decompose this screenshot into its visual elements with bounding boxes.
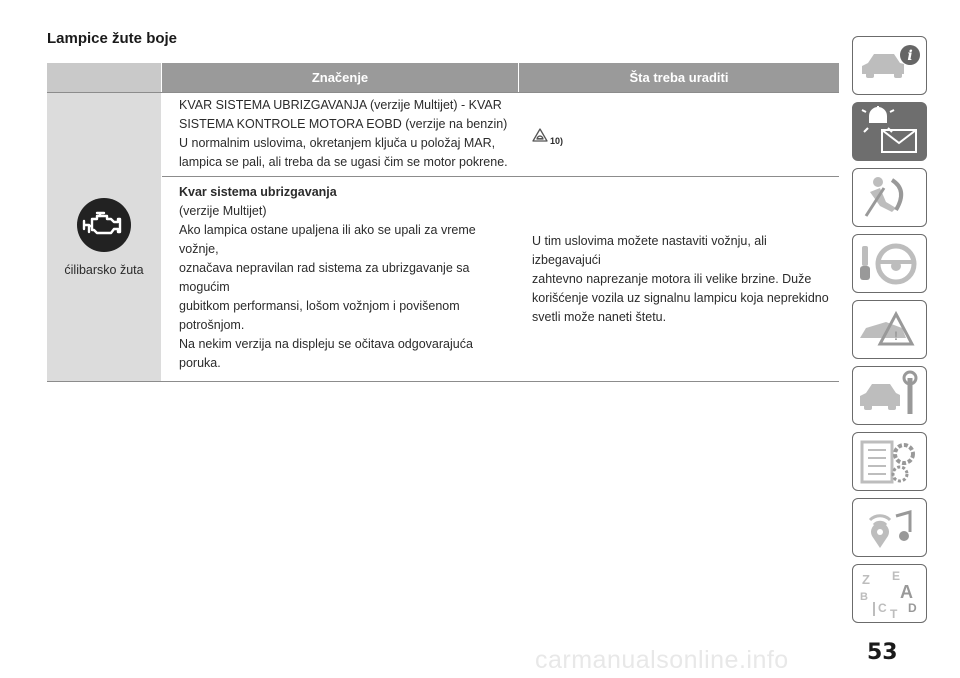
car-maintenance-icon (856, 370, 924, 422)
warning-lights-icon (856, 106, 924, 158)
multimedia-icon (856, 502, 924, 554)
index-letter: T (889, 606, 897, 620)
action-line: svetli može naneti štetu. (532, 309, 667, 324)
meaning-line: SISTEMA KONTROLE MOTORA EOBD (verzije na benzin) (179, 117, 508, 131)
tab-warning-lights[interactable] (852, 102, 927, 161)
page-title: Lampice žute boje (47, 30, 178, 47)
tab-specs[interactable] (852, 432, 927, 491)
svg-text:i: i (906, 47, 913, 64)
steering-wheel-key-icon (856, 238, 924, 290)
tab-emergency[interactable] (852, 300, 927, 359)
indicator-cell (47, 93, 162, 381)
index-letter: B (859, 590, 868, 603)
table-body (47, 93, 839, 382)
action-line: korišćenje vozila uz signalnu lampicu koja neprekidno (532, 290, 829, 305)
meaning-title: Kvar sistema ubrizgavanja (179, 185, 337, 199)
watermark: carmanualsonline.info (535, 646, 789, 674)
meaning-line: KVAR SISTEMA UBRIZGAVANJA (verzije Multijet) - KVAR (179, 98, 502, 112)
page-number: 53 (867, 640, 898, 665)
index-letter: A (899, 581, 913, 602)
indicator-color-label: ćilibarsko žuta (64, 263, 144, 277)
svg-text:!: ! (893, 328, 898, 343)
table-row (162, 176, 839, 381)
tab-index[interactable] (852, 564, 927, 623)
action-cell (518, 93, 838, 176)
action-line: zahtevno naprezanje motora ili velike brzine. Duže (532, 271, 812, 286)
meaning-line: Na nekim verzija na displeju se očitava odgovarajuća poruka. (179, 337, 473, 370)
specs-gear-icon (856, 436, 924, 488)
action-line: U tim uslovima možete nastaviti vožnju, ali izbegavajući (532, 233, 767, 267)
chapter-sidebar (852, 36, 927, 630)
action-cell (518, 177, 838, 381)
index-letters-icon (856, 568, 924, 620)
meaning-line: U normalnim uslovima, okretanjem ključa u položaj MAR, (179, 136, 496, 150)
tab-car-info[interactable] (852, 36, 927, 95)
header-meaning: Značenje (162, 63, 518, 92)
meaning-line: (verzije Multijet) (179, 204, 267, 218)
meaning-line: lampica se pali, ali treba da se ugasi čim se motor pokrene. (179, 155, 508, 169)
airbag-safety-icon (856, 172, 924, 224)
emergency-crash-icon (856, 304, 924, 356)
note-reference: 10) (550, 136, 564, 146)
index-letter: D (907, 600, 917, 615)
tab-multimedia[interactable] (852, 498, 927, 557)
index-letter: E (891, 568, 900, 583)
header-blank-cell (47, 63, 161, 92)
meaning-cell (162, 177, 518, 381)
index-letter: Z (861, 571, 870, 587)
engine-check-icon (76, 197, 132, 253)
tab-steering-key[interactable] (852, 234, 927, 293)
meaning-line: označava nepravilan rad sistema za ubrizgavanje sa mogućim (179, 261, 470, 294)
car-info-icon (856, 40, 924, 92)
tab-airbag-safety[interactable] (852, 168, 927, 227)
table-header (47, 63, 839, 93)
meaning-line: gubitkom performansi, lošom vožnjom i povišenom (179, 299, 460, 313)
index-letter: C (877, 600, 887, 615)
header-action: Šta treba uraditi (519, 63, 839, 92)
table-row (162, 93, 839, 176)
tab-maintenance[interactable] (852, 366, 927, 425)
meaning-cell (162, 93, 518, 176)
warning-lights-table (47, 63, 839, 382)
meaning-line: potrošnjom. (179, 318, 245, 332)
warning-icon (532, 128, 548, 148)
meaning-line: Ako lampica ostane upaljena ili ako se upali za vreme vožnje, (179, 223, 476, 256)
